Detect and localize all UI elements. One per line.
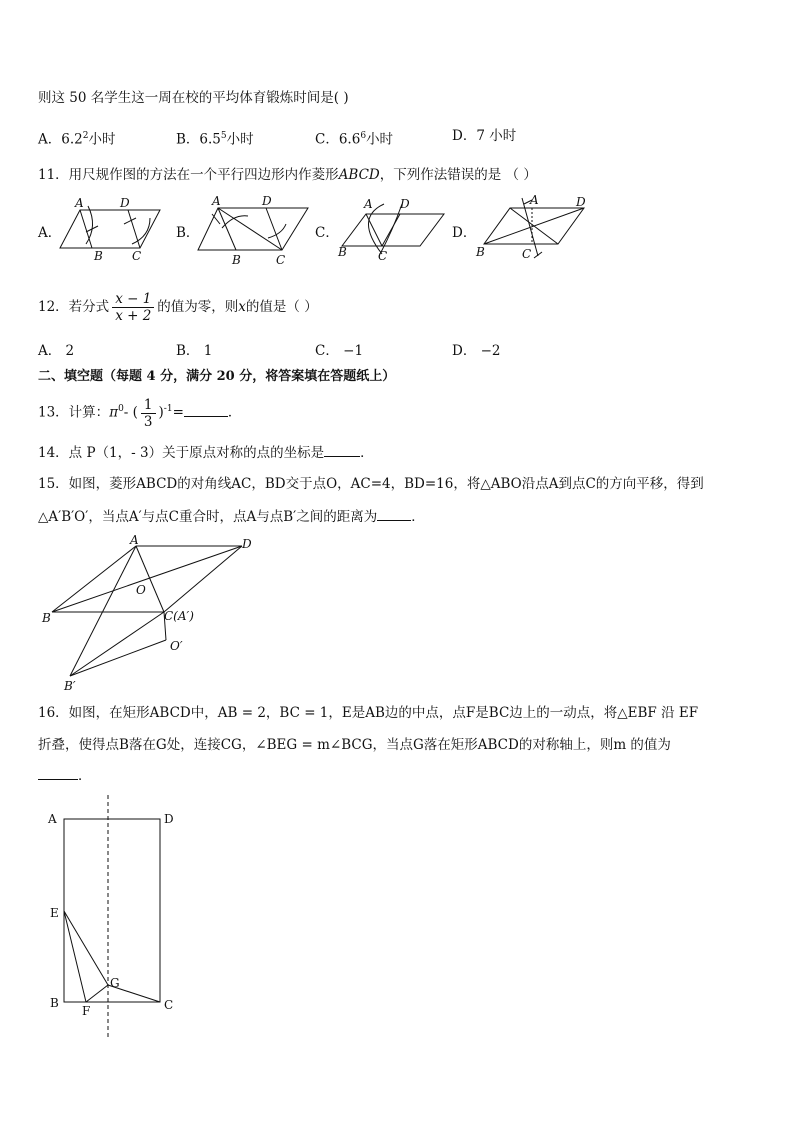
q10-option-c[interactable]: C．$6.6^6$小时 (315, 131, 394, 148)
label-b: B (94, 249, 103, 263)
q11-label-b[interactable]: B． (176, 225, 200, 241)
option-value: −1 (343, 343, 364, 359)
q15-line2-text: △A′B′O′，当点A′与点C重合时，点A与点B′之间的距离为 (38, 509, 378, 525)
label-d: D (164, 812, 174, 826)
label-e: E (50, 906, 59, 920)
q10-stem-text: 则这 50 名学生这一周在校的平均体育锻炼时间是 (38, 90, 334, 106)
q12-option-d[interactable] (452, 340, 501, 362)
label-c: C (276, 253, 286, 267)
label-b: B (476, 245, 485, 259)
q12-option-b[interactable] (176, 340, 212, 362)
option-value: 2 (65, 343, 75, 359)
q13-numerator: 1 (141, 397, 156, 414)
option-label: B． (176, 131, 200, 148)
q13-eq: = (172, 404, 184, 421)
label-c-a-prime: C(A′) (164, 609, 194, 623)
label-d: D (576, 195, 586, 209)
option-value: 7 小时 (476, 128, 517, 144)
q16-end: ． (78, 768, 92, 784)
q12-var: x (238, 299, 246, 315)
q13-close: ) (158, 404, 164, 421)
option-value: 6.2 (61, 131, 83, 148)
q11-stem (38, 165, 537, 185)
option-value: 6.5 (199, 131, 221, 148)
q10-options (38, 125, 598, 147)
label-a: A (48, 812, 57, 826)
label-b: B (42, 611, 51, 625)
q11-label-c[interactable]: C． (315, 225, 339, 241)
q12-options (38, 340, 598, 362)
q10-option-a[interactable]: A．$6.2^2$小时 (38, 131, 116, 148)
option-label: C． (315, 343, 339, 359)
option-label: B． (176, 343, 200, 359)
option-label: D． (452, 343, 477, 359)
q16-figure (44, 795, 194, 1045)
q11-stem-tail: ，下列作法错误的是 （ ） (379, 167, 537, 183)
q13-exp0: 0 (118, 404, 124, 414)
option-label: A． (38, 343, 62, 359)
q16-answer-blank[interactable] (38, 765, 78, 780)
q14-text: 14．点 P（1，- 3）关于原点对称的点的坐标是 (38, 445, 325, 461)
option-value: 6.6 (338, 131, 361, 148)
q11-stem-text: 11．用尺规作图的方法在一个平行四边形内作菱形 (38, 167, 339, 183)
label-c: C (132, 249, 142, 263)
q11-figure-a (58, 196, 168, 266)
option-label: D． (452, 128, 477, 144)
q15-answer-blank[interactable] (377, 506, 411, 521)
label-o: O (136, 583, 146, 597)
option-unit: 小时 (366, 131, 394, 148)
q10-stem (38, 88, 349, 108)
option-label: A． (38, 131, 62, 148)
label-c: C (522, 247, 532, 261)
label-b: B (338, 245, 347, 259)
q13-prefix: 13．计算： (38, 404, 110, 421)
label-g: G (110, 976, 120, 990)
q13-pi: π (109, 404, 119, 421)
q10-option-b[interactable]: B．$6.5^5$小时 (176, 131, 254, 148)
section-title: 二、填空题（每题 4 分，满分 20 分，将答案填在答题纸上） (38, 369, 396, 384)
label-b-prime: B′ (64, 679, 76, 693)
q15-end: ． (411, 509, 425, 525)
q11-label-a[interactable]: A． (38, 225, 62, 241)
option-unit: 小时 (226, 131, 254, 148)
q13-denominator: 3 (143, 413, 153, 430)
q13-end: ． (227, 404, 242, 421)
q14-end: ． (360, 445, 374, 461)
q11-figure-b (196, 194, 316, 266)
label-d: D (262, 194, 272, 208)
q14-answer-blank[interactable] (324, 442, 360, 457)
option-value: 1 (203, 343, 213, 359)
label-c: C (378, 249, 388, 263)
label-a: A (364, 197, 373, 211)
q12-tail: 的值是（ ） (245, 299, 318, 315)
label-b: B (50, 996, 59, 1010)
q13-fraction (141, 397, 156, 430)
q11-figure-d (474, 194, 594, 266)
q12-numerator: x − 1 (112, 291, 154, 308)
q10-option-d[interactable] (452, 125, 516, 147)
q15-figure (40, 533, 270, 696)
label-d: D (120, 196, 130, 210)
q10-answer-paren: ( ) (333, 90, 349, 106)
option-value: −2 (480, 343, 501, 359)
label-o-prime: O′ (170, 639, 183, 653)
q13-stem (38, 392, 241, 430)
q11-label-d[interactable]: D． (452, 225, 477, 241)
q13-minus: - ( (123, 404, 138, 421)
q13-exp: -1 (163, 404, 173, 414)
q16-line3 (38, 765, 92, 786)
q11-abcd: ABCD (338, 167, 380, 183)
q16-line2: 折叠，使得点B落在G处，连接CG，∠BEG = m∠BCG，当点G落在矩形ABCD的对称轴上，则m 的值为 (38, 737, 671, 753)
label-f: F (82, 1004, 91, 1018)
label-d: D (400, 197, 410, 211)
option-label: C． (315, 131, 339, 148)
q12-denominator: x + 2 (115, 308, 152, 324)
q12-option-a[interactable] (38, 340, 74, 362)
q12-fraction (112, 291, 154, 324)
label-a: A (75, 196, 84, 210)
label-a: A (530, 193, 539, 207)
q12-stem (38, 290, 318, 324)
label-c: C (164, 998, 174, 1012)
q13-answer-blank[interactable] (184, 402, 228, 417)
label-a: A (130, 533, 139, 547)
q12-option-c[interactable] (315, 340, 363, 362)
label-d: D (242, 537, 252, 551)
q12-mid: 的值为零，则 (157, 299, 239, 315)
q11-figure-c (336, 196, 448, 264)
label-b: B (232, 253, 241, 267)
q12-prefix: 12．若分式 (38, 299, 110, 315)
q15-line1: 15．如图，菱形ABCD的对角线AC，BD交于点O，AC=4，BD=16，将△ABO沿点A到点C的方向平移，得到 (38, 476, 704, 492)
option-unit: 小时 (88, 131, 116, 148)
q14-stem (38, 442, 374, 463)
q16-line1: 16．如图，在矩形ABCD中，AB = 2，BC = 1，E是AB边的中点，点F是BC边上的一动点，将△EBF 沿 EF (38, 705, 699, 721)
label-a: A (212, 194, 221, 208)
q15-line2 (38, 506, 425, 527)
